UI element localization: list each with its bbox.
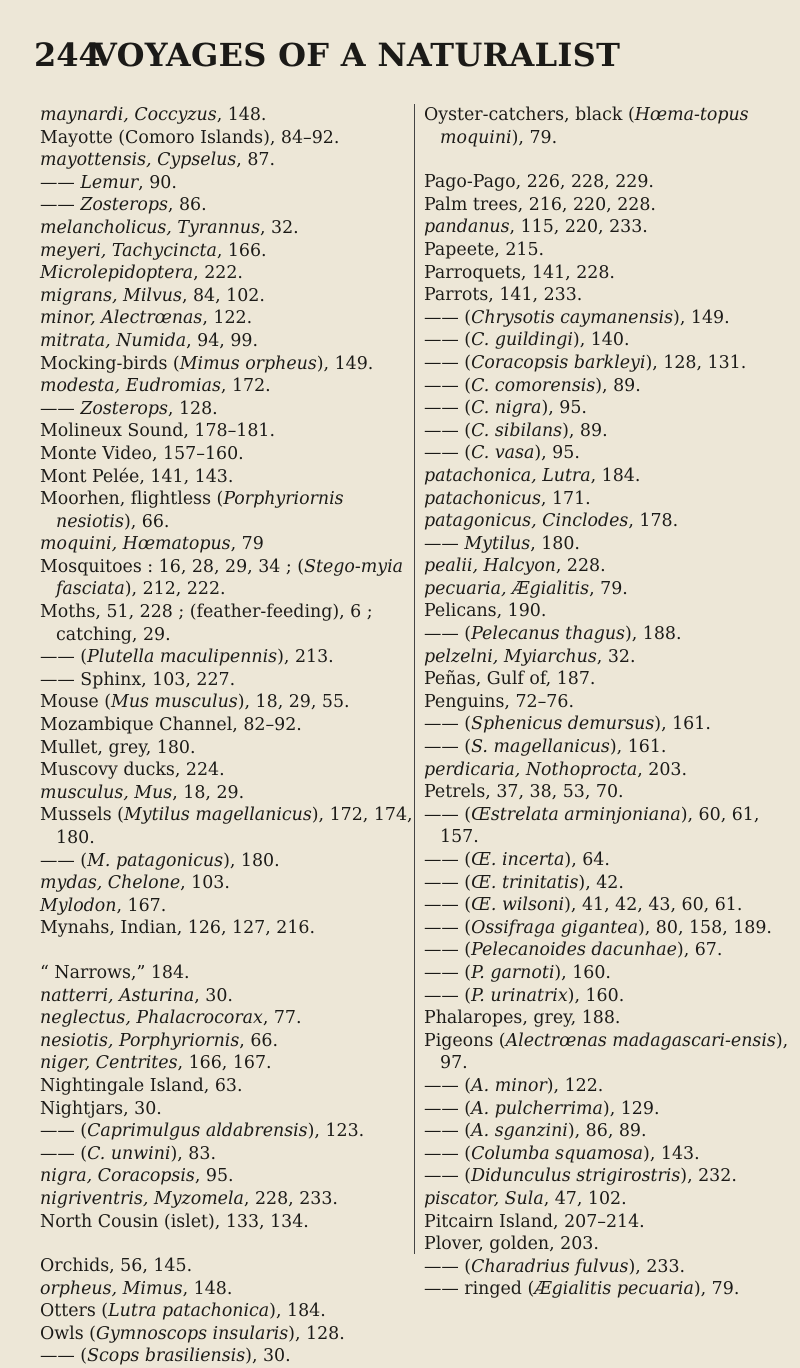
index-gap [40,1233,420,1255]
index-entry: —— (Œ. trinitatis), 42. [424,872,624,893]
column-divider [414,104,415,1254]
index-entry: pandanus, 115, 220, 233. [424,217,648,238]
index-entry: —— Sphinx, 103, 227. [40,669,236,690]
index-entry: —— (C. guildingi), 140. [424,330,630,351]
index-entry: Pitcairn Island, 207–214. [424,1211,645,1232]
index-entry: Orchids, 56, 145. [40,1256,193,1277]
index-entry: —— (Columba squamosa), 143. [424,1143,700,1164]
index-entry: —— (S. magellanicus), 161. [424,737,667,758]
index-entry: —— Zosterops, 86. [40,195,207,216]
index-entry: nigriventris, Myzomela, 228, 233. [40,1188,338,1209]
index-entry: patachonica, Lutra, 184. [424,465,641,486]
index-gap [424,149,792,171]
index-entry: Mylodon, 167. [40,895,167,916]
index-entry: Phalaropes, grey, 188. [424,1008,621,1029]
index-entry: Mocking-birds (Mimus orpheus), 149. [40,353,374,374]
index-entry: —— (Charadrius fulvus), 233. [424,1256,686,1277]
index-entry: meyeri, Tachycincta, 166. [40,240,267,261]
index-entry: Moorhen, flightless (Porphyriornis nesiotis), 66. [40,489,344,532]
index-entry: modesta, Eudromias, 172. [40,376,271,397]
index-entry: —— (Sphenicus demursus), 161. [424,714,711,735]
index-entry: —— (M. patagonicus), 180. [40,850,280,871]
page-number: 244 [34,36,101,74]
index-entry: minor, Alectrœnas, 122. [40,308,253,329]
index-entry: musculus, Mus, 18, 29. [40,782,245,803]
index-entry: Palm trees, 216, 220, 228. [424,194,656,215]
index-entry: melancholicus, Tyrannus, 32. [40,217,299,238]
index-entry: Mozambique Channel, 82–92. [40,715,302,736]
index-entry: pecuaria, Ægialitis, 79. [424,578,628,599]
index-entry: Owls (Gymnoscops insularis), 128. [40,1323,345,1344]
index-entry: Mussels (Mytilus magellanicus), 172, 174, 180. [40,805,413,848]
index-entry: —— (Ossifraga gigantea), 80, 158, 189. [424,917,772,938]
index-entry: —— (Pelecanoides dacunhae), 67. [424,940,723,961]
index-entry: Petrels, 37, 38, 53, 70. [424,782,624,803]
index-entry: —— (C. nigra), 95. [424,398,587,419]
index-entry: Pelicans, 190. [424,601,547,622]
index-entry: mydas, Chelone, 103. [40,873,230,894]
index-entry: Mouse (Mus musculus), 18, 29, 55. [40,692,350,713]
index-entry: —— (Chrysotis caymanensis), 149. [424,307,730,328]
index-entry: —— Mytilus, 180. [424,533,580,554]
index-entry: Microlepidoptera, 222. [40,263,243,284]
index-entry: Plover, golden, 203. [424,1234,599,1255]
index-entry: orpheus, Mimus, 148. [40,1278,233,1299]
index-entry: Mayotte (Comoro Islands), 84–92. [40,127,340,148]
index-entry: —— (Plutella maculipennis), 213. [40,647,334,668]
index-entry: Mosquitoes : 16, 28, 29, 34 ; (Stego-myia fasciata), 212, 222. [40,556,403,600]
index-entry: —— (P. urinatrix), 160. [424,985,625,1006]
index-entry: Peñas, Gulf of, 187. [424,669,596,690]
index-entry: niger, Centrites, 166, 167. [40,1053,272,1074]
index-entry: —— ringed (Ægialitis pecuaria), 79. [424,1279,740,1300]
index-entry: Nightingale Island, 63. [40,1075,243,1096]
index-entry: Monte Video, 157–160. [40,443,244,464]
index-entry: Pigeons (Alectrœnas madagascari-ensis), 97. [424,1030,789,1074]
index-entry: Parrots, 141, 233. [424,285,583,306]
index-entry: —— Zosterops, 128. [40,398,218,419]
index-entry: Mont Pelée, 141, 143. [40,466,234,487]
index-entry: piscator, Sula, 47, 102. [424,1188,627,1209]
index-entry: Pago-Pago, 226, 228, 229. [424,172,654,193]
index-entry: patagonicus, Cinclodes, 178. [424,511,679,532]
index-entry: —— (A. pulcherrima), 129. [424,1098,660,1119]
index-entry: patachonicus, 171. [424,488,591,509]
index-gap [40,940,420,962]
index-entry: perdicaria, Nothoprocta, 203. [424,759,687,780]
index-entry: Oyster-catchers, black (Hœma-topus moquini), 79. [424,105,749,148]
index-entry: Moths, 51, 228 ; (feather-feeding), 6 ; catching, 29. [40,602,373,645]
index-entry: —— (Caprimulgus aldabrensis), 123. [40,1121,365,1142]
index-entry: moquini, Hœmatopus, 79 [40,534,264,555]
index-column-left [40,104,420,1368]
index-entry: —— (Œ. wilsoni), 41, 42, 43, 60, 61. [424,895,743,916]
index-entry: —— (Pelecanus thagus), 188. [424,624,682,645]
running-title: VOYAGES OF A NATURALIST [92,36,621,74]
index-entry: Otters (Lutra patachonica), 184. [40,1301,326,1322]
index-entry: —— (Scops brasiliensis), 30. [40,1346,291,1367]
index-entry: —— (Œ. incerta), 64. [424,850,610,870]
index-entry: —— (P. garnoti), 160. [424,962,611,983]
index-entry: —— (Didunculus strigirostris), 232. [424,1166,737,1187]
index-entry: maynardi, Coccyzus, 148. [40,105,267,125]
running-head [0,36,800,86]
index-entry: natterri, Asturina, 30. [40,985,233,1006]
index-entry: —— (Coracopsis barkleyi), 128, 131. [424,352,747,373]
index-entry: —— (C. comorensis), 89. [424,375,641,396]
index-entry: Penguins, 72–76. [424,691,574,712]
index-entry: Muscovy ducks, 224. [40,760,225,781]
index-entry: —— (C. unwini), 83. [40,1143,216,1164]
index-entry: nesiotis, Porphyriornis, 66. [40,1030,278,1051]
index-entry: Parroquets, 141, 228. [424,262,615,283]
index-column-right [424,104,792,1301]
index-entry: —— (Œstrelata arminjoniana), 60, 61, 157. [424,804,760,848]
index-entry: —— (A. minor), 122. [424,1075,604,1096]
index-entry: —— (C. vasa), 95. [424,443,580,464]
index-entry: pelzelni, Myiarchus, 32. [424,646,636,667]
index-entry: migrans, Milvus, 84, 102. [40,285,265,306]
index-entry: mitrata, Numida, 94, 99. [40,330,259,351]
index-entry: nigra, Coracopsis, 95. [40,1166,234,1187]
index-entry: Mullet, grey, 180. [40,737,196,758]
index-entry: mayottensis, Cypselus, 87. [40,150,275,171]
index-entry: pealii, Halcyon, 228. [424,556,606,577]
index-entry: —— Lemur, 90. [40,172,177,193]
index-entry: neglectus, Phalacrocorax, 77. [40,1008,302,1029]
index-entry: North Cousin (islet), 133, 134. [40,1211,309,1232]
index-entry: —— (C. sibilans), 89. [424,420,608,441]
index-entry: —— (A. sganzini), 86, 89. [424,1121,647,1142]
index-entry: Papeete, 215. [424,239,545,260]
index-entry: Mynahs, Indian, 126, 127, 216. [40,918,315,939]
index-entry: Molineux Sound, 178–181. [40,421,276,442]
index-entry: Nightjars, 30. [40,1098,162,1119]
index-entry: “ Narrows,” 184. [40,962,190,983]
